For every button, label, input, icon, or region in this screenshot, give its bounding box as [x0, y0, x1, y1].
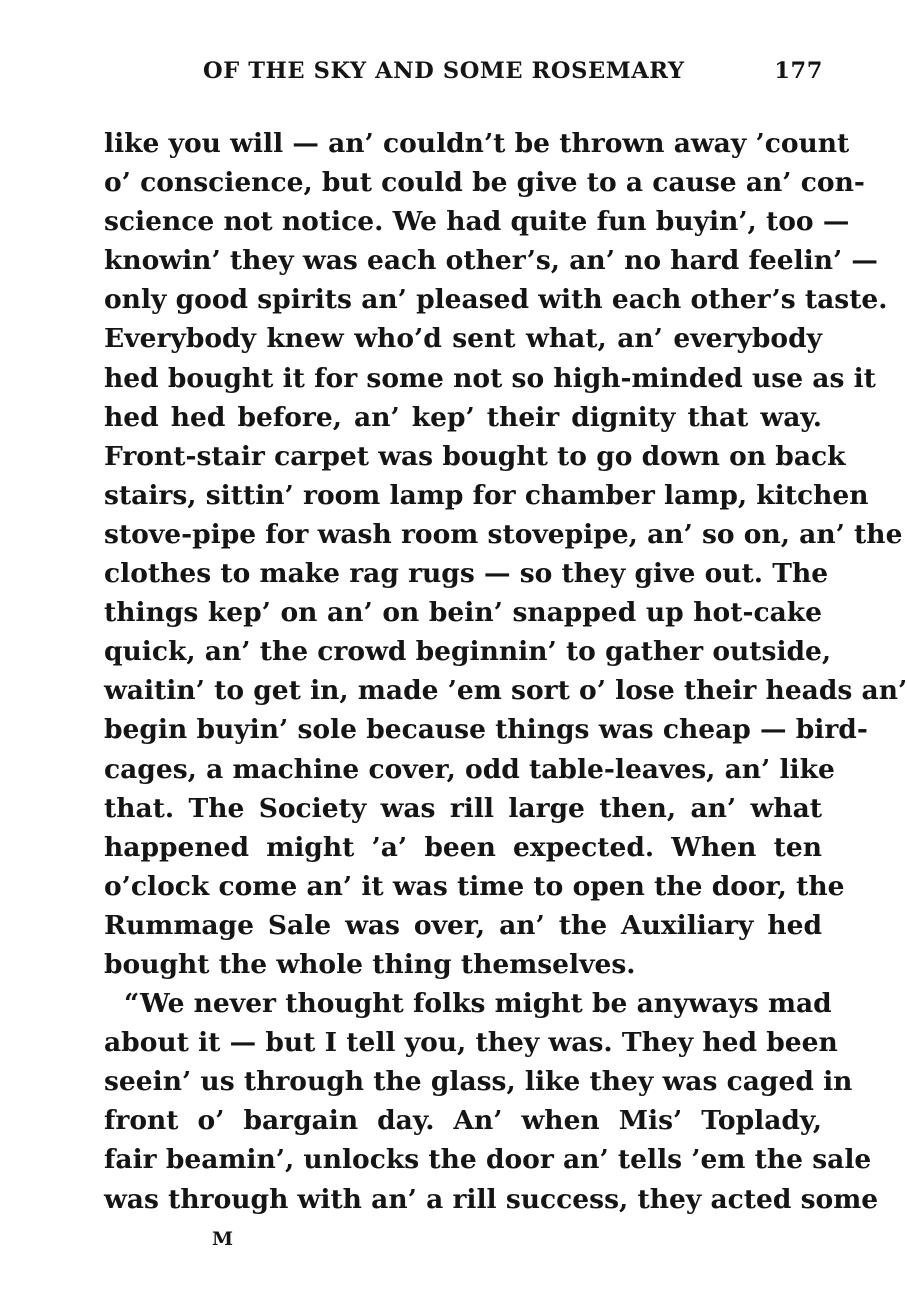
- text-line: was through with an’ a rill success, they acted some: [104, 1183, 879, 1215]
- page-number: 177: [774, 58, 823, 84]
- text-line: happened might ’a’ been expected. When ten: [104, 831, 822, 863]
- running-title: OF THE SKY AND SOME ROSEMARY: [203, 58, 685, 84]
- text-line: Rummage Sale was over, an’ the Auxiliary hed: [104, 909, 822, 941]
- text-line: things kep’ on an’ on bein’ snapped up hot-cake: [104, 597, 822, 629]
- text-line: that. The Society was rill large then, an’ what: [104, 792, 822, 824]
- text-line: like you will — an’ couldn’t be thrown away ’count: [104, 128, 850, 159]
- text-line: seein’ us through the glass, like they was caged in: [104, 1066, 853, 1098]
- text-line: Front-stair carpet was bought to go down on back: [104, 440, 846, 472]
- text-line: o’clock come an’ it was time to open the door, the: [104, 870, 845, 902]
- text-line: only good spirits an’ pleased with each other’s taste.: [104, 284, 888, 316]
- paragraph-start-line: “We never thought folks might be anyways mad: [124, 988, 832, 1020]
- text-line: knowin’ they was each other’s, an’ no hard feelin’ —: [104, 245, 878, 277]
- text-line: stairs, sittin’ room lamp for chamber lamp, kitchen: [104, 479, 869, 511]
- body-text: [104, 124, 907, 1219]
- text-line: waitin’ to get in, made ’em sort o’ lose their heads an’: [104, 675, 907, 707]
- text-line: hed hed before, an’ kep’ their dignity that way.: [104, 401, 822, 433]
- running-head: [203, 58, 823, 98]
- text-line: fair beamin’, unlocks the door an’ tells ’em the sale: [104, 1144, 872, 1176]
- text-line: hed bought it for some not so high-minded use as it: [104, 362, 876, 394]
- signature-mark: M: [212, 1228, 234, 1250]
- text-line: front o’ bargain day. An’ when Mis’ Toplady,: [104, 1105, 822, 1137]
- text-line: stove-pipe for wash room stovepipe, an’ so on, an’ the: [104, 518, 903, 550]
- text-line: quick, an’ the crowd beginnin’ to gather outside,: [104, 636, 832, 668]
- paragraph-end-line: bought the whole thing themselves.: [104, 948, 636, 980]
- text-line: science not notice. We had quite fun buyin’, too —: [104, 206, 850, 238]
- text-line: o’ conscience, but could be give to a cause an’ con-: [104, 167, 865, 199]
- text-line: cages, a machine cover, odd table-leaves, an’ like: [104, 753, 835, 785]
- text-line: Everybody knew who’d sent what, an’ everybody: [104, 323, 822, 355]
- text-line: about it — but I tell you, they was. They hed been: [104, 1027, 838, 1059]
- text-line: clothes to make rag rugs — so they give out. The: [104, 558, 829, 590]
- text-line: begin buyin’ sole because things was cheap — bird-: [104, 714, 868, 746]
